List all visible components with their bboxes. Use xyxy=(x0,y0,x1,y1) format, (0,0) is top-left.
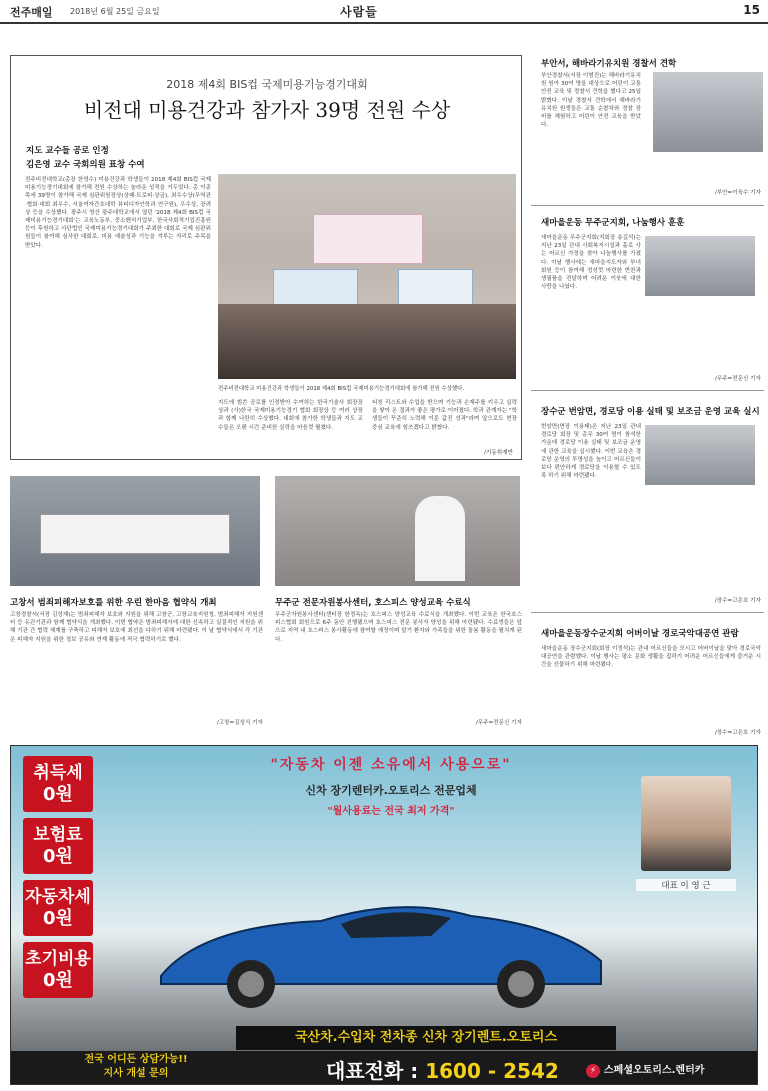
feature-lede: 전주비전대학교(총장 한영수) 미용건강과 학생들이 2018 제4회 BIS컵 국제미용기능경기대회에 참가해 전원 수상하는 놀라운 성적을 거두었다. 총 이종목에 39명이 참가해 국제 심판위원장상(상패·트로피·상금), 최우수상(무역관·협회·대회 최우수, 서울여자간호대학 뷰티디자인학과 연구원), 우수상, 장려상 등을 수상했다. 광주시 영산 광주대학교에서 열린 '2018 제4회 BIS컵 국제미용기능경기대회'는 교육노동부, 중소벤처기업부, 한국사회적기업진흥원 등이 후원하고 사단법인 국제미용기능경기대회가 주최한 대회로 국제 심판위원들이 참여해 심사한 대회로, 미용 예술성과 기능을 겨루는 자리로 주목을 받았다. xyxy=(25,177,211,249)
section-title: 사람들 xyxy=(340,5,378,19)
story-a-body: 고창경찰서(서장 김성재)는 범죄피해자 보호와 지원을 위해 고창군, 고창교육지원청, 범죄피해자 지원센터 등 유관기관과 함께 협약식을 개최했다. 이번 협약은 범죄피해자에 대한 신속하고 실질적인 지원을 위해 기관 간 협력 체계를 구축하고 피해자 보호에 최선을 다하기 위해 마련됐다. 이 날 협약식에서 각 기관은 피해자 지원을 위한 정보 공유와 연계 활동에 적극 협력하기로 했다. xyxy=(10,612,263,643)
cost-pill: 초기비용 0원 xyxy=(23,942,93,998)
zero-cost-pills xyxy=(23,756,93,1004)
photo-banner xyxy=(313,214,423,264)
ceo-portrait xyxy=(641,776,731,871)
masthead xyxy=(0,0,768,24)
feature-photo xyxy=(218,174,516,379)
rc-4-credit: /장수=고은호 기자 xyxy=(714,730,761,736)
rc-2-body: 새마을운동 무주군지회(지회장 송길석)는 지난 23일 관내 사회복지시설과 홀로 사는 어르신 가정을 찾아 나눔행사를 가졌다. 이날 행사에는 새마을지도자와 부녀회원 등이 참여해 정성껏 마련한 반찬과 생필품을 전달하며 어려운 이웃에 대한 사랑을 나눴다. xyxy=(541,235,641,291)
ad-tagline: 국산차.수입차 전차종 신차 장기렌트.오토리스 xyxy=(236,1026,616,1050)
cost-pill: 보험료 0원 xyxy=(23,818,93,874)
rc-2-photo xyxy=(645,236,755,296)
newspaper-name: 전주매일 xyxy=(10,6,53,19)
feature-column-3: 티칭 리스트와 수업을 받으며 기능과 손재주를 키우고 실력을 쌓아 온 결과가 좋은 평가로 이어졌다. 학과 관계자는 "학생들이 꾸준히 노력해 이룬 값진 성과"라며 앞으로도 현장 중심 교육에 힘쓰겠다고 밝혔다. xyxy=(372,400,517,431)
photo-group xyxy=(218,304,516,379)
feature-article xyxy=(10,55,522,460)
page-number: 15 xyxy=(743,3,760,17)
rc-2-title: 새마을운동 무주군지회, 나눔행사 훈훈 xyxy=(541,218,685,228)
story-a-photo xyxy=(10,476,260,586)
ad-subtitle: 신차 장기렌터카.오토리스 전문업체 xyxy=(305,784,477,797)
ad-phone: 대표전화 : 1600 - 2542 xyxy=(326,1059,559,1083)
feature-kicker: 2018 제4회 BIS컵 국제미용기능경기대회 xyxy=(166,78,368,91)
rc-4-title: 새마을운동장수군지회 어버이날 경로국악대공연 관람 xyxy=(541,629,739,639)
rc-3-title: 장수군 번암면, 경로당 이용 실태 및 보조금 운영 교육 실시 xyxy=(541,407,760,417)
agreement-signs xyxy=(40,514,230,554)
rc-1-body: 부안경찰서(서장 이형진)는 해바라기유치원 원아 30여 명을 대상으로 어린이 교통안전 교육 및 경찰서 견학을 했다고 25일 밝혔다. 이날 경찰서 견학에서 해바라기유치원 원생들은 교통 순찰차와 경찰 장비를 체험하고 어린이 안전 교육을 받았다. xyxy=(541,73,641,129)
ad-consult: 전국 어디든 상담가능!! 지사 개설 문의 xyxy=(84,1054,188,1079)
rc-3-credit: /장수=고은호 기자 xyxy=(714,598,761,604)
rc-1-title: 부안서, 해바라기유치원 경찰서 견학 xyxy=(541,59,677,69)
feature-headline: 비전대 미용건강과 참가자 39명 전원 수상 xyxy=(83,98,451,122)
rc-3-body: 번암면(면장 이용태)은 지난 23일 관내 경로당 회장 및 총무 30여 명이 참석한 가운데 경로당 이용 실태 및 보조금 운영에 관한 교육을 실시했다. 이번 교육은 경로당 운영의 투명성을 높이고 어르신들이 보다 편안하게 경로당을 이용할 수 있도록 하기 위해 마련됐다. xyxy=(541,424,641,480)
divider xyxy=(531,390,764,391)
rc-4-body: 새마을운동 장수군지회(회장 이정석)는 관내 어르신들을 모시고 어버이날을 맞아 경로국악대공연을 관람했다. 이날 행사는 평소 문화 생활을 접하기 어려운 어르신들에게 즐거운 시간을 선물하기 위해 마련됐다. xyxy=(541,646,761,669)
ceo-name: 대표 이 영 근 xyxy=(636,879,736,891)
ad-bottom-bar xyxy=(11,1051,758,1085)
white-coat-figure xyxy=(415,496,465,581)
story-b-title: 무주군 전문자원봉사센터, 호스피스 양성교육 수료식 xyxy=(275,598,471,608)
rc-1-photo xyxy=(653,72,763,152)
divider xyxy=(531,612,764,613)
ad-brand: ⚡ 스페셜오토리스.렌터카 xyxy=(586,1061,704,1078)
feature-deck-1: 지도 교수들 공로 인정 xyxy=(26,146,109,156)
story-a-title: 고창서 범죄피해자보호를 위한 우린 한마음 협약식 개최 xyxy=(10,598,217,608)
rc-3-photo xyxy=(645,425,755,485)
cost-pill: 자동차세 0원 xyxy=(23,880,93,936)
story-a-credit: /고창=김성식 기자 xyxy=(216,720,263,726)
divider xyxy=(531,205,764,206)
feature-deck-2: 김은영 교수 국회의원 표창 수여 xyxy=(26,160,145,170)
feature-photo-caption: 전주비전대학교 미용건강과 학생들이 2018 제4회 BIS컵 국제미용기능경기대회에 참가해 전원 수상했다. xyxy=(218,386,465,392)
feature-column-2: 지도에 힘쓴 공로를 인정받아 수여하는 한국기술사 회장장상과 (사)한국 국제미용기능경기 협회 회장상 등 여러 상장과 함께 나란히 수상했다. 대회에 참가한 학생들과 지도 교수들은 오랜 시간 준비한 실력을 마음껏 펼쳤다. xyxy=(218,400,363,431)
lightning-icon: ⚡ xyxy=(586,1064,600,1078)
rc-2-credit: /무주=전문신 기자 xyxy=(714,376,761,382)
story-b-body: 무주군자원봉사센터(센터장 한정옥)는 호스피스 양성교육 수료식을 개최했다. 이번 교육은 한국호스피스협회 회원으로 6주 동안 진행됐으며 호스피스 전문 봉사자 양성을 위해 마련됐다. 수료생들은 앞으로 지역 내 호스피스 봉사활동에 참여할 예정이며 말기 환자와 가족들을 위한 돌봄 활동을 펼치게 된다. xyxy=(275,612,522,643)
story-b-photo xyxy=(275,476,520,586)
ad-slogan: "자동차 이젠 소유에서 사용으로" xyxy=(270,757,512,773)
rc-1-credit: /부안=이육수 기자 xyxy=(714,190,761,196)
story-b-credit: /무주=전문신 기자 xyxy=(475,720,522,726)
car-rental-advertisement xyxy=(10,745,758,1085)
issue-date: 2018년 6월 25일 금요일 xyxy=(70,7,160,16)
sports-car-image xyxy=(141,866,621,1016)
ad-price-claim: "월사용료는 전국 최저 가격" xyxy=(327,806,455,817)
cost-pill: 취득세 0원 xyxy=(23,756,93,812)
feature-credit: /기동취재반 xyxy=(484,450,513,456)
